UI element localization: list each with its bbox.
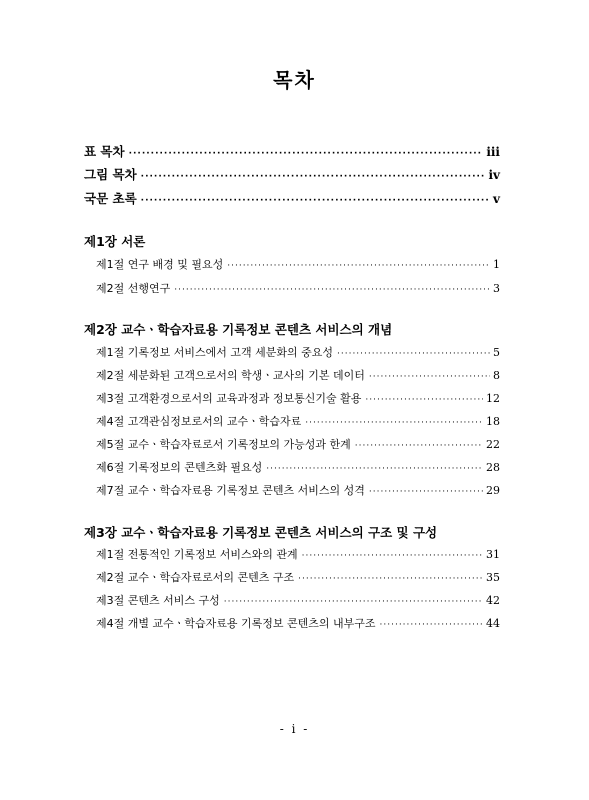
toc-entry-section[interactable] xyxy=(96,413,500,433)
dot-leader xyxy=(298,574,483,584)
toc-entry-page: 42 xyxy=(486,594,500,607)
page-number: - i - xyxy=(279,722,310,736)
toc-entry-label: 그림 목차 xyxy=(84,167,137,182)
toc-entry-label: 표 목차 xyxy=(84,144,125,159)
toc-entry-section[interactable] xyxy=(96,390,500,410)
toc-entry-label: 제6절 기록정보의 콘텐츠화 필요성 xyxy=(96,461,263,474)
toc-entry-label: 제1절 전통적인 기록정보 서비스와의 관계 xyxy=(96,548,298,561)
toc-entry-front-2[interactable] xyxy=(84,165,500,185)
dot-leader xyxy=(337,349,490,359)
toc-entry-section[interactable] xyxy=(96,459,500,479)
toc-entry-section[interactable] xyxy=(96,280,500,300)
chapter-title[interactable]: 제3장 교수ㆍ학습자료용 기록정보 콘텐츠 서비스의 구조 및 구성 xyxy=(84,525,438,540)
toc-entry-page: 28 xyxy=(486,461,500,474)
toc-entry-section[interactable] xyxy=(96,367,500,387)
toc-entry-page: v xyxy=(493,192,500,206)
dot-leader xyxy=(141,172,486,182)
toc-entry-page: 3 xyxy=(493,282,500,295)
dot-leader xyxy=(302,551,483,561)
toc-entry-page: 35 xyxy=(486,571,500,584)
toc-entry-label: 국문 초록 xyxy=(84,191,137,206)
toc-entry-page: 5 xyxy=(493,346,500,359)
dot-leader xyxy=(365,395,483,405)
dot-leader xyxy=(224,597,483,607)
toc-entry-section[interactable] xyxy=(96,592,500,612)
toc-entry-label: 제7절 교수ㆍ학습자료용 기록정보 콘텐츠 서비스의 성격 xyxy=(96,484,365,497)
toc-entry-page: 44 xyxy=(486,617,500,630)
toc-entry-page: 31 xyxy=(486,548,500,561)
toc-entry-section[interactable] xyxy=(96,569,500,589)
toc-entry-page: 12 xyxy=(486,392,500,405)
toc-entry-front-1[interactable] xyxy=(84,142,500,162)
toc-entry-label: 제4절 개별 교수ㆍ학습자료용 기록정보 콘텐츠의 내부구조 xyxy=(96,617,376,630)
dot-leader xyxy=(141,196,490,206)
page-title: 목차 xyxy=(273,68,316,92)
toc-entry-label: 제2절 교수ㆍ학습자료로서의 콘텐츠 구조 xyxy=(96,571,295,584)
toc-entry-section[interactable] xyxy=(96,256,500,276)
toc-entry-page: 22 xyxy=(486,438,500,451)
toc-entry-page: 1 xyxy=(493,258,500,271)
toc-entry-label: 제3절 고객환경으로서의 교육과정과 정보통신기술 활용 xyxy=(96,392,362,405)
dot-leader xyxy=(174,285,490,295)
toc-entry-label: 제1절 연구 배경 및 필요성 xyxy=(96,258,224,271)
toc-entry-section[interactable] xyxy=(96,615,500,635)
toc-entry-label: 제4절 고객관심정보로서의 교수ㆍ학습자료 xyxy=(96,415,302,428)
toc-entry-label: 제2절 세분화된 고객으로서의 학생ㆍ교사의 기본 데이터 xyxy=(96,369,365,382)
toc-entry-page: 8 xyxy=(493,369,500,382)
toc-entry-label: 제3절 콘텐츠 서비스 구성 xyxy=(96,594,220,607)
dot-leader xyxy=(305,418,483,428)
dot-leader xyxy=(369,372,490,382)
toc-entry-label: 제2절 선행연구 xyxy=(96,282,171,295)
toc-entry-page: iii xyxy=(486,145,500,159)
dot-leader xyxy=(380,620,483,630)
toc-entry-section[interactable] xyxy=(96,482,500,502)
toc-entry-section[interactable] xyxy=(96,436,500,456)
toc-entry-front-3[interactable] xyxy=(84,189,500,209)
chapter-title[interactable]: 제1장 서론 xyxy=(84,234,146,249)
toc-entry-section[interactable] xyxy=(96,344,500,364)
dot-leader xyxy=(129,149,484,159)
dot-leader xyxy=(227,261,490,271)
toc-entry-label: 제5절 교수ㆍ학습자료로서 기록정보의 가능성과 한계 xyxy=(96,438,351,451)
toc-entry-page: 18 xyxy=(486,415,500,428)
dot-leader xyxy=(369,487,483,497)
toc-entry-page: 29 xyxy=(486,484,500,497)
toc-entry-label: 제1절 기록정보 서비스에서 고객 세분화의 중요성 xyxy=(96,346,333,359)
toc-entry-page: iv xyxy=(488,168,500,182)
dot-leader xyxy=(355,441,483,451)
dot-leader xyxy=(266,464,483,474)
chapter-title[interactable]: 제2장 교수ㆍ학습자료용 기록정보 콘텐츠 서비스의 개념 xyxy=(84,322,393,337)
toc-entry-section[interactable] xyxy=(96,546,500,566)
